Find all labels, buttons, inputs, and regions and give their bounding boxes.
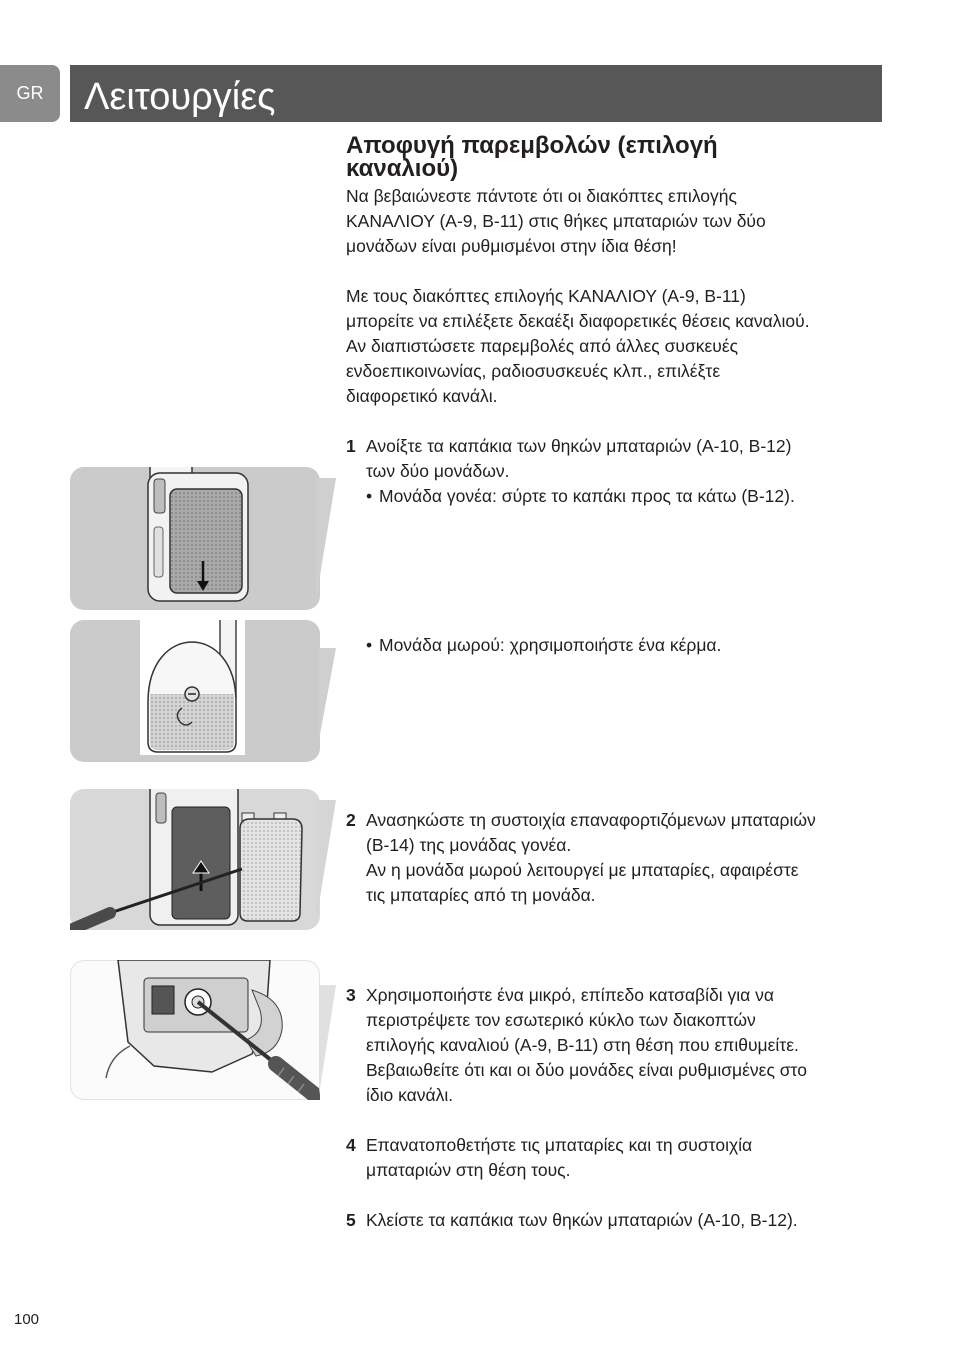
step-text-line: τις μπαταρίες από τη μονάδα. xyxy=(366,885,596,905)
page-number: 100 xyxy=(14,1311,40,1328)
text-line: Αν διαπιστώσετε παρεμβολές από άλλες συσκευές xyxy=(346,336,739,356)
step-number: 3 xyxy=(346,985,356,1005)
info-paragraph xyxy=(346,284,810,409)
text-line: διαφορετικό κανάλι. xyxy=(346,386,498,406)
step-text-line: Βεβαιωθείτε ότι και οι δύο μονάδες είναι ρυθμισμένες στο xyxy=(366,1060,807,1080)
step-text-line: Κλείστε τα καπάκια των θηκών μπαταριών (A-10, B-12). xyxy=(366,1210,798,1230)
illustration-channel-switch-screwdriver xyxy=(70,960,320,1100)
text-line: μονάδων είναι ρυθμισμένοι στην ίδια θέση! xyxy=(346,236,677,256)
step-number: 4 xyxy=(346,1135,356,1155)
text-line: ενδοεπικοινωνίας, ραδιοσυσκευές κλπ., επιλέξτε xyxy=(346,361,721,381)
step-3 xyxy=(346,983,807,1108)
step-4 xyxy=(346,1133,752,1183)
step-text-line: μπαταριών στη θέση τους. xyxy=(366,1160,571,1180)
section-heading-line: Αποφυγή παρεμβολών (επιλογή xyxy=(346,132,718,159)
illustration-battery-pack-removal xyxy=(70,789,320,930)
text-line: μπορείτε να επιλέξετε δεκαέξι διαφορετικές θέσεις καναλιού. xyxy=(346,311,810,331)
language-tab-label: GR xyxy=(16,83,44,103)
text-line: ΚΑΝΑΛΙΟΥ (A-9, B-11) στις θήκες μπαταριών των δύο xyxy=(346,211,766,231)
section-heading-line: καναλιού) xyxy=(346,155,459,182)
bullet-symbol: • xyxy=(366,486,373,506)
illustration-parent-unit-cover xyxy=(70,467,320,610)
intro-paragraph xyxy=(346,184,766,259)
step-text-line: Χρησιμοποιήστε ένα μικρό, επίπεδο κατσαβίδι για να xyxy=(366,985,774,1005)
step-text-line: (B-14) της μονάδας γονέα. xyxy=(366,835,572,855)
bullet-item-parent-unit xyxy=(366,484,795,509)
figure-pointer xyxy=(318,648,338,740)
step-text-line: Αν η μονάδα μωρού λειτουργεί με μπαταρίες, αφαιρέστε xyxy=(366,860,799,880)
illustration-baby-unit-coin xyxy=(70,620,320,762)
step-text-line: Ανοίξτε τα καπάκια των θηκών μπαταριών (A-10, B-12) xyxy=(366,436,792,456)
section-heading xyxy=(346,134,718,180)
text-line: Να βεβαιώνεστε πάντοτε ότι οι διακόπτες επιλογής xyxy=(346,186,737,206)
step-text-line: Ανασηκώστε τη συστοιχία επαναφορτιζόμενων μπαταριών xyxy=(366,810,816,830)
header-bar xyxy=(70,65,882,122)
language-tab xyxy=(0,65,60,122)
figure-pointer xyxy=(318,985,338,1095)
bullet-text: Μονάδα γονέα: σύρτε το καπάκι προς τα κάτω (B-12). xyxy=(379,486,795,506)
step-text-line: ίδιο κανάλι. xyxy=(366,1085,454,1105)
bullet-symbol: • xyxy=(366,635,373,655)
step-1 xyxy=(346,434,795,509)
step-text-line: επιλογής καναλιού (A-9, B-11) στη θέση που επιθυμείτε. xyxy=(366,1035,799,1055)
page-title: Λειτουργίες xyxy=(84,76,276,118)
step-text-line: Επανατοποθετήστε τις μπαταρίες και τη συστοιχία xyxy=(366,1135,753,1155)
step-5 xyxy=(346,1208,798,1233)
step-number: 2 xyxy=(346,810,356,830)
step-text-line: των δύο μονάδων. xyxy=(366,461,510,481)
bullet-item-baby-unit xyxy=(366,633,721,658)
bullet-text: Μονάδα μωρού: χρησιμοποιήστε ένα κέρμα. xyxy=(379,635,722,655)
figure-pointer xyxy=(314,478,338,600)
step-number: 1 xyxy=(346,436,356,456)
step-number: 5 xyxy=(346,1210,356,1230)
figure-pointer xyxy=(314,800,338,922)
text-line: Με τους διακόπτες επιλογής ΚΑΝΑΛΙΟΥ (A-9, B-11) xyxy=(346,286,746,306)
step-text-line: περιστρέψετε τον εσωτερικό κύκλο των διακοπτών xyxy=(366,1010,756,1030)
step-2 xyxy=(346,808,816,908)
